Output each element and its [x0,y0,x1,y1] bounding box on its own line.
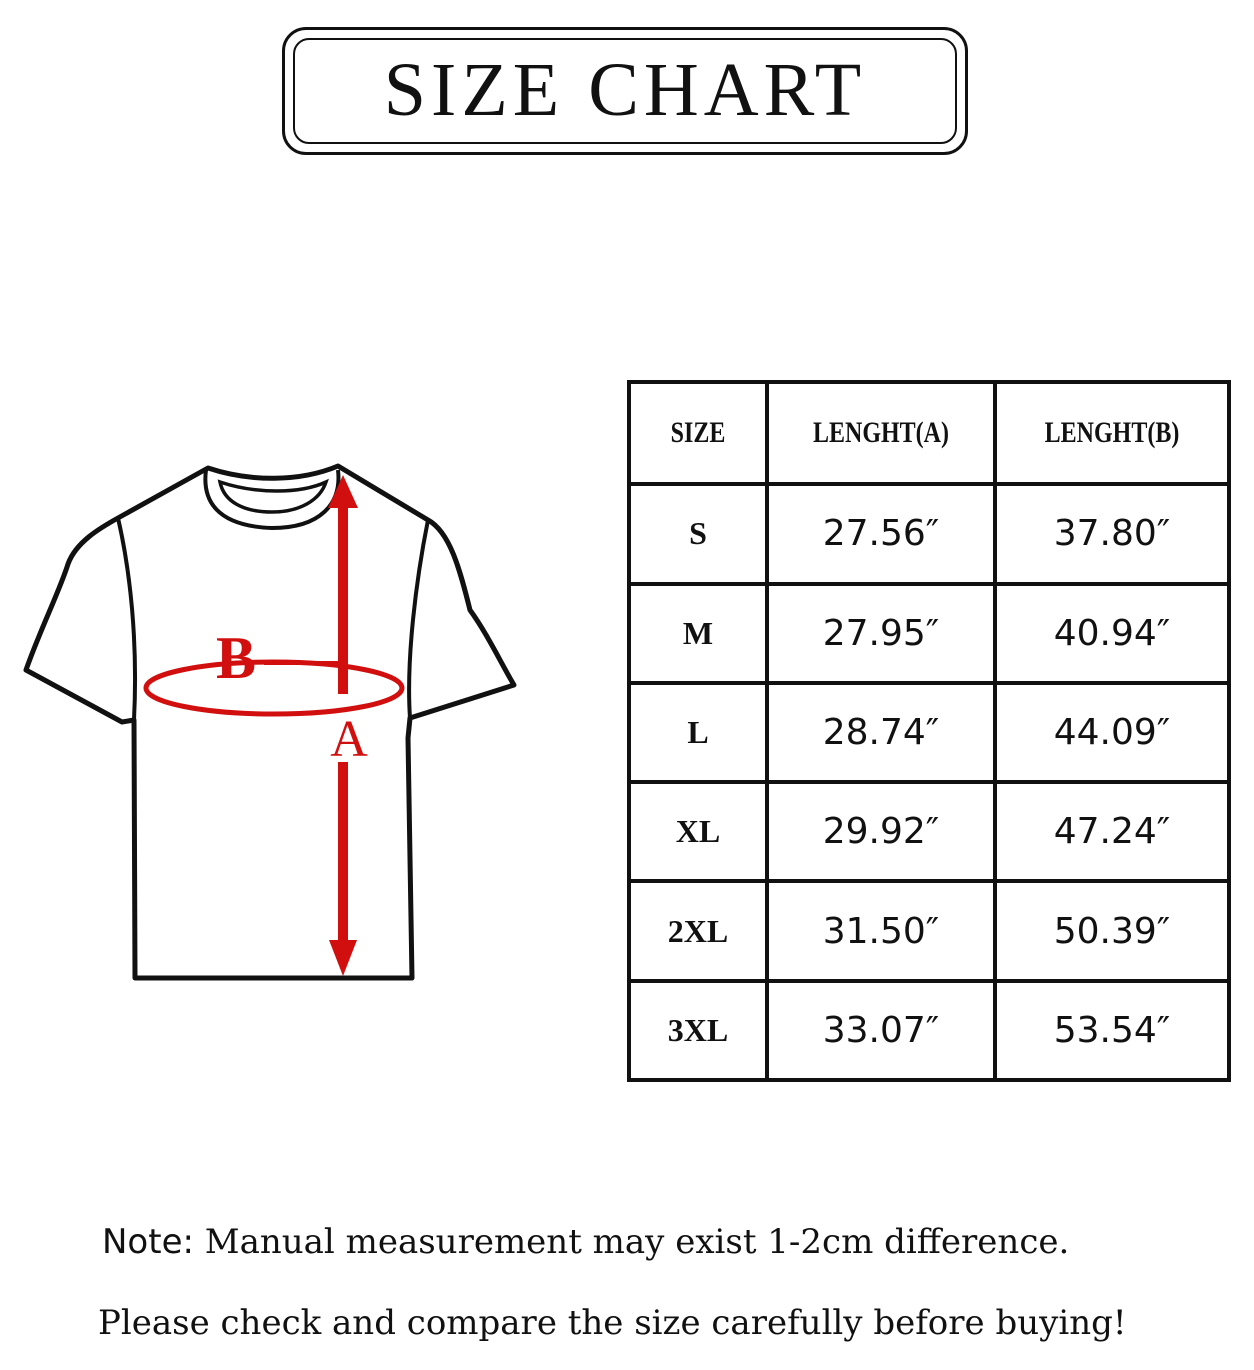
table-row [629,782,1229,881]
table-header-row [629,382,1229,484]
label-a: A [330,711,368,768]
table-row [629,881,1229,980]
length-b-cell: 40.94″ [995,584,1229,683]
size-cell: S [629,484,767,583]
length-b-cell: 44.09″ [995,683,1229,782]
length-b-cell: 53.54″ [995,981,1229,1080]
header-length-a: LENGHT(A) [790,382,972,484]
length-a-cell: 31.50″ [767,881,995,980]
length-a-cell: 29.92″ [767,782,995,881]
size-cell: XL [629,782,767,881]
length-a-cell: 27.56″ [767,484,995,583]
size-cell: M [629,584,767,683]
size-cell: 3XL [629,981,767,1080]
length-arrow-lower-shaft [338,762,348,942]
note-text: Manual measurement may exist 1-2cm difference. [193,1222,1070,1262]
length-b-cell: 37.80″ [995,484,1229,583]
note-label: Note: [102,1222,194,1262]
tshirt-diagram [20,460,530,990]
length-a-cell: 27.95″ [767,584,995,683]
length-a-cell: 33.07″ [767,981,995,1080]
header-length-b: LENGHT(B) [1018,382,1205,484]
tshirt-outline [26,466,514,978]
size-cell: 2XL [629,881,767,980]
note-line-2: Please check and compare the size carefully before buying! [98,1303,1127,1343]
label-b: B [215,625,257,691]
table-row [629,484,1229,583]
page-title: SIZE CHART [383,48,867,132]
length-a-cell: 28.74″ [767,683,995,782]
title-banner [282,27,968,155]
size-table [627,380,1231,1082]
length-b-cell: 50.39″ [995,881,1229,980]
size-cell: L [629,683,767,782]
table-row [629,683,1229,782]
table-row [629,584,1229,683]
header-size: SIZE [643,382,753,484]
note-line-1 [102,1222,1202,1262]
table-row [629,981,1229,1080]
length-b-cell: 47.24″ [995,782,1229,881]
length-arrow-upper-shaft [338,504,348,694]
